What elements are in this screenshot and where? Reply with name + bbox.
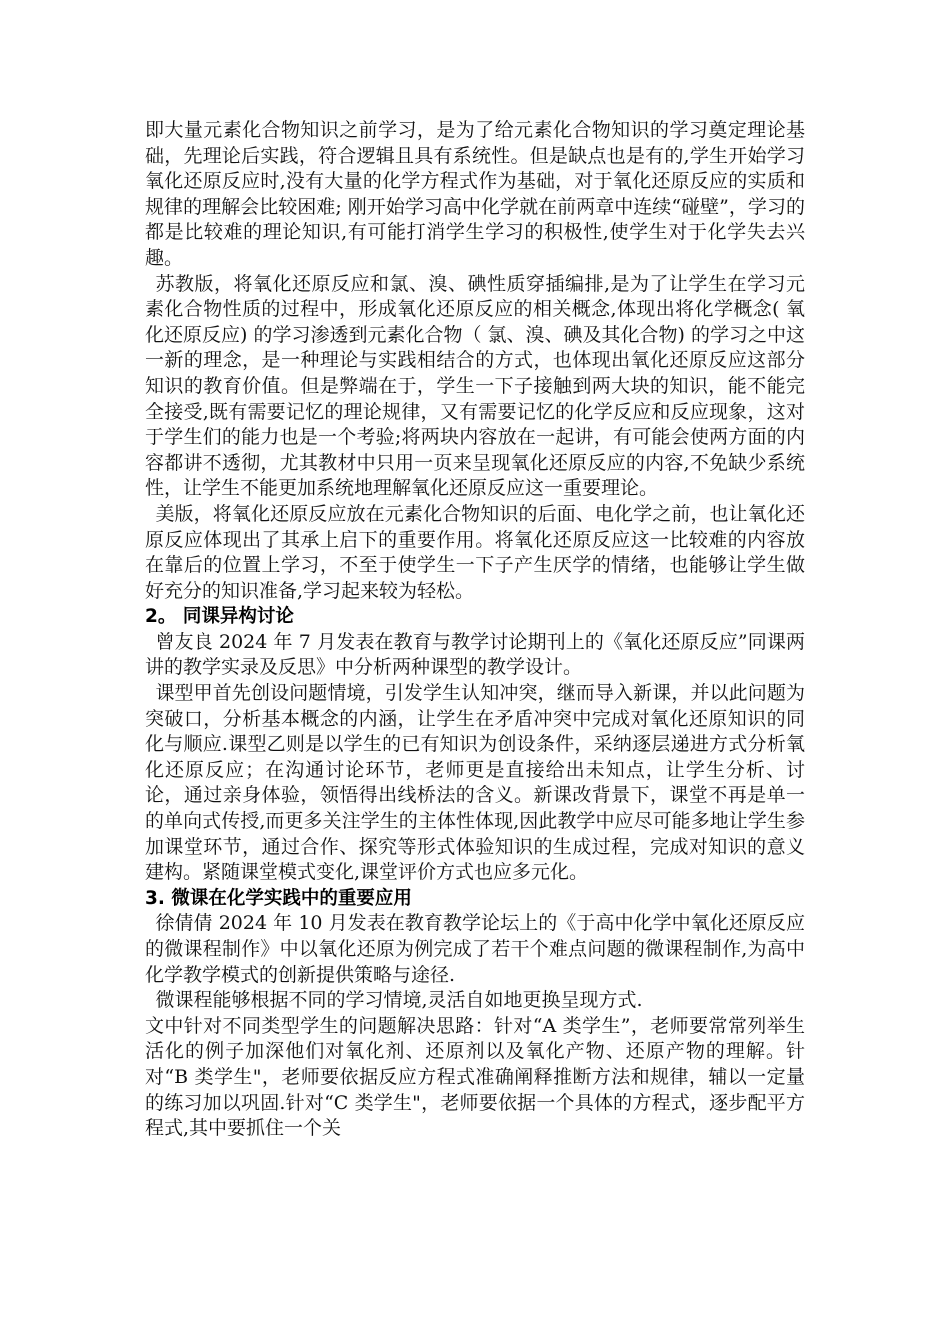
paragraph-student-types: 文中针对不同类型学生的问题解决思路：针对“A 类学生”，老师要常常列举生活化的例子加深他们对氧化剂、还原剂以及氧化产物、还原产物的理解。针对“B 类学生"，老师要依据反应方程式准确阐释推断方法和规律，辅以一定量的练习加以巩固.针对“C 类学生"，老师要依据一个具体的方程式，逐步配平方程式,其中要抓住一个关: [145, 1014, 805, 1140]
paragraph-intro: 即大量元素化合物知识之前学习，是为了给元素化合物知识的学习奠定理论基础，先理论后实践，符合逻辑且具有系统性。但是缺点也是有的,学生开始学习氧化还原反应时,没有大量的化学方程式作为基础，对于氧化还原反应的实质和规律的理解会比较困难; 刚开始学习高中化学就在前两章中连续“碰壁”，学习的都是比较难的理论知识,有可能打消学生学习的积极性,使学生对于化学失去兴趣。: [145, 119, 805, 269]
paragraph-lesson-types: 课型甲首先创设问题情境，引发学生认知冲突，继而导入新课，并以此问题为突破口，分析基本概念的内涵，让学生在矛盾冲突中完成对氧化还原知识的同化与顺应.课型乙则是以学生的已有知识为创设条件，采纳逐层递进方式分析氧化还原反应；在沟通讨论环节，老师更是直接给出未知点，让学生分析、讨论，通过亲身体验，领悟得出线桥法的含义。新课改背景下，课堂不再是单一的单向式传授,而更多关注学生的主体性体现,因此教学中应尽可能多地让学生参加课堂环节，通过合作、探究等形式体验知识的生成过程，完成对知识的意义建构。紧随课堂模式变化,课堂评价方式也应多元化。: [145, 682, 805, 884]
paragraph-xu-qianqian: 徐倩倩 2024 年 10 月发表在教育教学论坛上的《于高中化学中氧化还原反应的微课程制作》中以氧化还原为例完成了若干个难点问题的微课程制作,为高中化学教学模式的创新提供策略与途径.: [145, 912, 805, 986]
section-heading-2: 2。 同课异构讨论: [145, 606, 294, 628]
paragraph-us-edition: 美版，将氧化还原反应放在元素化合物知识的后面、电化学之前，也让氧化还原反应体现出了其承上启下的重要作用。将氧化还原反应这一比较难的内容放在靠后的位置上学习，不至于使学生一下子产生厌学的情绪，也能够让学生做好充分的知识准备,学习起来较为轻松。: [145, 502, 805, 602]
paragraph-sujiao-edition: 苏教版，将氧化还原反应和氯、溴、碘性质穿插编排,是为了让学生在学习元素化合物性质的过程中，形成氧化还原反应的相关概念,体现出将化学概念( 氧化还原反应) 的学习渗透到元素化合物（ 氯、溴、碘及其化合物) 的学习之中这一新的理念，是一种理论与实践相结合的方式，也体现出氧化还原反应这部分知识的教育价值。但是弊端在于，学生一下子接触到两大块的知识，能不能完全接受,既有需要记忆的理论规律，又有需要记忆的化学反应和反应现象，这对于学生们的能力也是一个考验;将两块内容放在一起讲，有可能会使两方面的内容都讲不透彻，尤其教材中只用一页来呈现氧化还原反应的内容,不免缺少系统性，让学生不能更加系统地理解氧化还原反应这一重要理论。: [145, 272, 805, 500]
paragraph-zeng-youliang: 曾友良 2024 年 7 月发表在教育与教学讨论期刊上的《氧化还原反应”同课两讲的教学实录及反思》中分析两种课型的教学设计。: [145, 630, 805, 679]
document-page: [145, 118, 805, 1142]
section-heading-3: 3. 微课在化学实践中的重要应用: [145, 887, 412, 909]
paragraph-micro-course: 微课程能够根据不同的学习情境,灵活自如地更换呈现方式.: [155, 989, 643, 1012]
